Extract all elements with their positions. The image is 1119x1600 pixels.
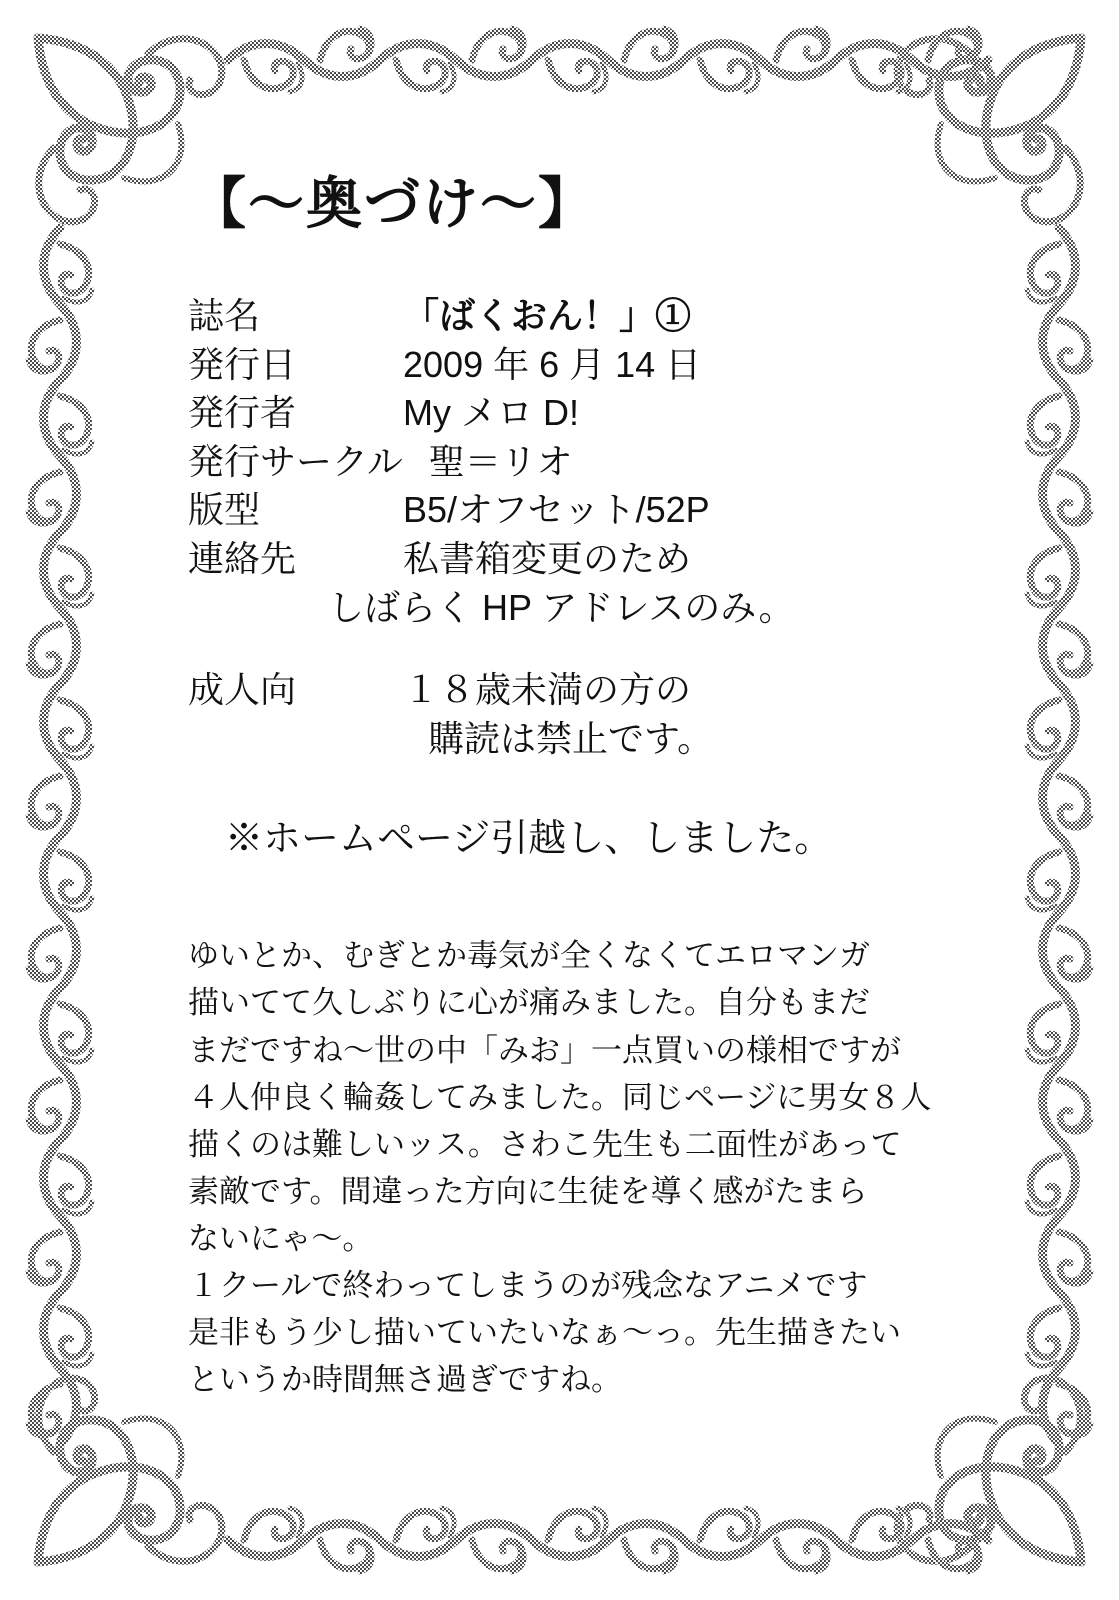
colophon-label: 連絡先 xyxy=(188,537,297,579)
afterword-line: 描くのは難しいッス。さわこ先生も二面性があって xyxy=(188,1126,902,1162)
afterword-line: 素敵です。間違った方向に生徒を導く感がたまら xyxy=(188,1173,868,1209)
colophon-row xyxy=(188,438,990,487)
colophon-label: 誌名 xyxy=(188,295,261,336)
colophon-label: 発行日 xyxy=(188,343,297,385)
page-content xyxy=(130,120,990,1500)
adult-warning-line1: １８歳未満の方の xyxy=(403,669,692,711)
colophon-label: 発行者 xyxy=(188,392,297,434)
afterword-block xyxy=(188,932,990,1403)
afterword-line: ないにゃ～。 xyxy=(188,1221,374,1256)
afterword-line: ゆいとか、むぎとか毒気が全くなくてエロマンガ xyxy=(188,938,870,974)
homepage-notice: ※ホームページ引越し、しました。 xyxy=(225,818,833,861)
afterword-line: 是非もう少し描いていたいなぁ～っ。先生描きたい xyxy=(188,1315,901,1351)
colophon-label: 発行サークル xyxy=(188,440,403,482)
colophon-value: 私書箱変更のため xyxy=(403,537,692,579)
colophon-value: 聖＝リオ xyxy=(428,440,573,482)
colophon-value: B5/オフセット/52P xyxy=(403,489,710,531)
adult-warning-label: 成人向 xyxy=(188,669,297,711)
colophon-row xyxy=(188,486,990,535)
afterword-line: １クールで終わってしまうのが残念なアニメです xyxy=(188,1268,868,1304)
afterword-line: ４人仲良く輪姦してみました。同じページに男女８人 xyxy=(188,1079,932,1115)
colophon-label: 版型 xyxy=(188,489,261,531)
adult-warning-line2: 購読は禁止です。 xyxy=(428,717,714,759)
colophon-value: 「ばくおん！」① xyxy=(403,295,692,336)
colophon-contact-extra: しばらく HP アドレスのみ。 xyxy=(328,586,795,628)
adult-warning-row xyxy=(188,666,990,715)
colophon-row xyxy=(188,341,990,390)
afterword-line: まだですね～世の中「みお」一点買いの様相ですが xyxy=(188,1032,901,1068)
adult-warning-block xyxy=(188,666,990,763)
colophon-row xyxy=(188,292,990,341)
page-title: 【～奥づけ～】 xyxy=(190,172,596,235)
colophon-row xyxy=(188,535,990,584)
colophon-block xyxy=(188,292,990,632)
colophon-row xyxy=(188,389,990,438)
colophon-value: My メロ D! xyxy=(403,392,579,434)
afterword-line: 描いてて久しぶりに心が痛みました。自分もまだ xyxy=(188,985,870,1021)
colophon-value: 2009 年 6 月 14 日 xyxy=(403,343,702,385)
afterword-line: というか時間無さ過ぎですね。 xyxy=(188,1362,622,1398)
